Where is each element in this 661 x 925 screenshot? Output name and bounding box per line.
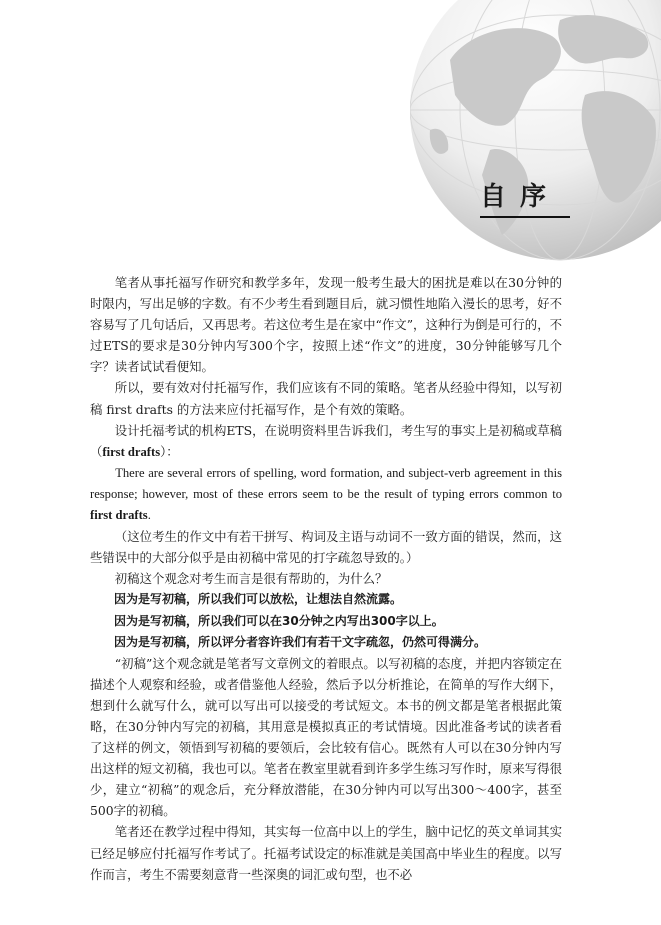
paragraph: 笔者还在教学过程中得知，其实每一位高中以上的学生，脑中记忆的英文单词其实已经足够应付托福写作考试了。托福考试设定的标准就是美国高中毕业生的程度。以写作而言，考生不需要刻意背一些深奥的词汇或句型，也不必 (90, 824, 562, 882)
reason-line: 因为是写初稿，所以我们可以在30分钟之内写出300字以上。 (114, 613, 444, 628)
emphasis-first-drafts: first drafts (90, 508, 148, 523)
ets-quote (90, 463, 562, 526)
text-run: There are several errors of spelling, word formation, and subject-verb agreement in this response; however, most of these errors seem to be the result of typing errors common to (90, 465, 562, 501)
globe-graphic (410, 0, 661, 262)
quote-translation: （这位考生的作文中有若干拼写、构词及主语与动词不一致方面的错误，然而，这些错误中的大部分似乎是由初稿中常见的打字疏忽导致的。） (90, 529, 562, 566)
preface-body (90, 272, 562, 885)
text-run: ）： (160, 443, 179, 459)
reason-line: 因为是写初稿，所以我们可以放松，让想法自然流露。 (114, 592, 403, 607)
paragraph: “初稿”这个观念就是笔者写文章例文的着眼点。以写初稿的态度，并把内容锁定在描述个人观察和经验，或者借鉴他人经验，然后予以分析推论，在简单的写作大纲下，想到什么就写什么，就可以写出可以接受的考试短文。本书的例文都是笔者根据此策略，在30分钟内写完的初稿，其用意是模拟真正的考试情境。因此准备考试的读者看了这样的例文，领悟到写初稿的要领后，会比较有信心。既然有人可以在30分钟内写出这样的短文初稿，我也可以。笔者在教室里就看到许多学生练习写作时，原来写得很少，建立“初稿”的观念后，充分释放潜能，在30分钟内可以写出300～400字，甚至500字的初稿。 (90, 655, 562, 819)
page-title: 自序 (480, 176, 570, 218)
paragraph: 笔者从事托福写作研究和教学多年，发现一般考生最大的困扰是难以在30分钟的时限内，写出足够的字数。有不少考生看到题目后，就习惯性地陷入漫长的思考，好不容易写了几句话后，又再思考。若这位考生是在家中“作文”，这种行为倒是可行的，不过ETS的要求是30分钟内写300个字，按照上述“作文”的进度，30分钟能够写几个字？读者试试看便知。 (90, 275, 562, 375)
text-run: . (147, 508, 151, 523)
paragraph: 初稿这个观念对考生而言是很有帮助的，为什么？ (114, 571, 388, 587)
emphasis-first-drafts: first drafts (102, 444, 161, 459)
text-run: 设计托福考试的机构ETS，在说明资料里告诉我们，考生写的事实上是初稿或草稿（ (90, 422, 562, 459)
paragraph: 所以，要有效对付托福写作，我们应该有不同的策略。笔者从经验中得知，以写初稿 first drafts 的方法来应付托福写作，是个有效的策略。 (90, 380, 562, 417)
paragraph (90, 420, 562, 463)
reason-line: 因为是写初稿，所以评分者容许我们有若干文字疏忽，仍然可得满分。 (114, 634, 487, 649)
globe-icon (410, 0, 661, 262)
